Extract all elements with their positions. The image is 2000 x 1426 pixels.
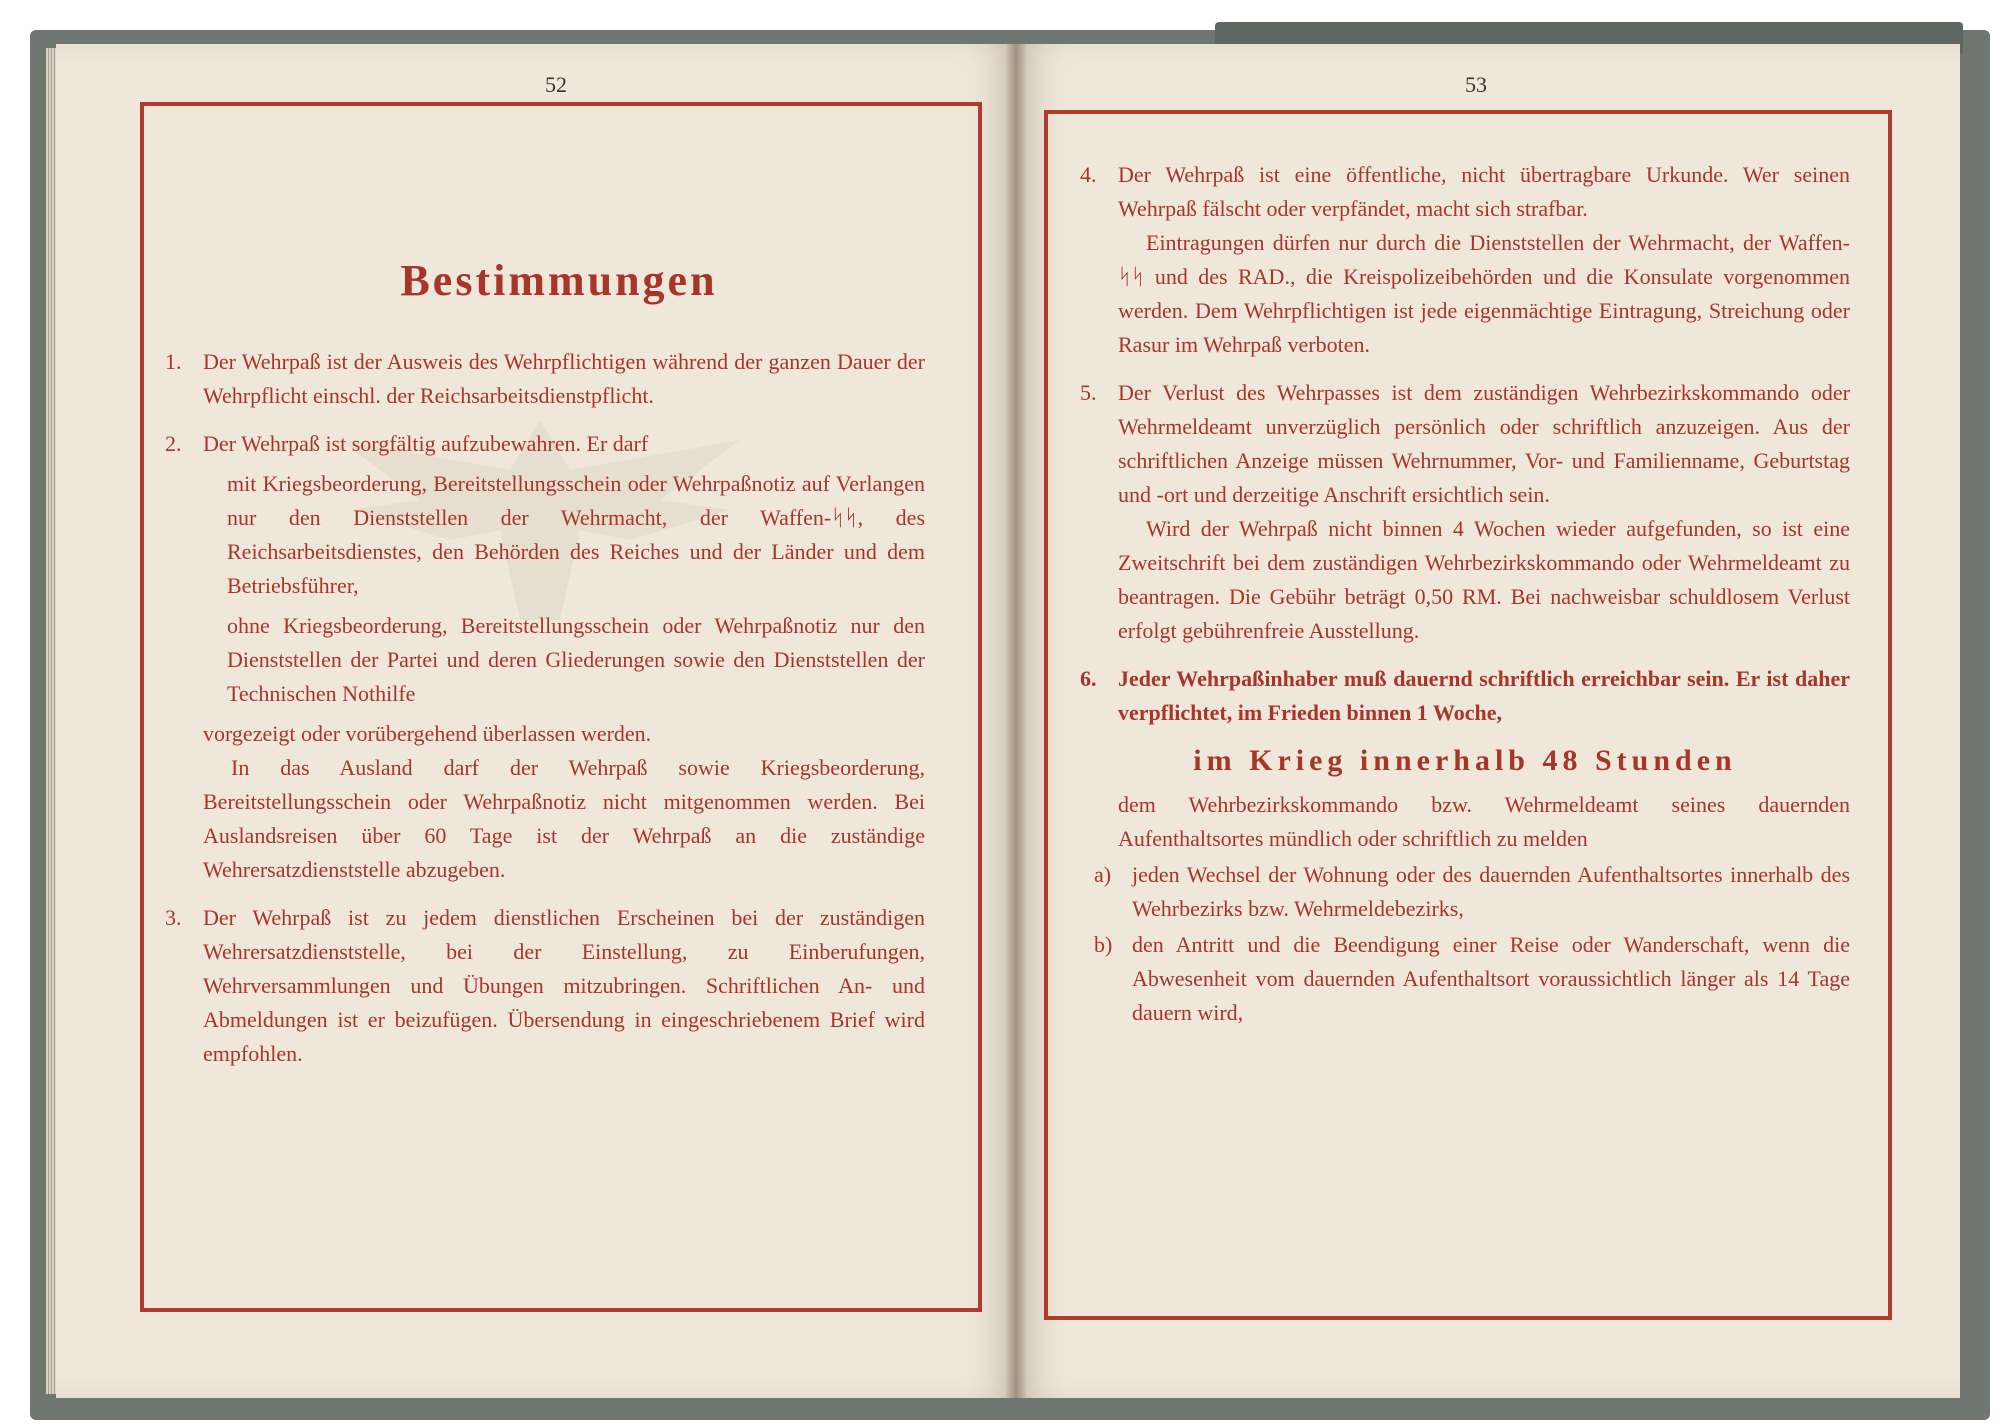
- item-paragraph: Eintragungen dürfen nur durch die Dienststellen der Wehrmacht, der Waffen-ᛋᛋ und des RAD., die Kreispolizeibehörden und die Konsulate vorgenommen werden. Dem Wehrpflichtigen ist jede eigenmächtige Eintragung, Streichung oder Rasur im Wehrpaß verboten.: [1118, 230, 1850, 357]
- item-paragraph: Wird der Wehrpaß nicht binnen 4 Wochen wieder aufgefunden, so ist eine Zweitschrift bei dem zuständigen Wehrbezirkskommando oder Wehrmeldeamt zu beantragen. Die Gebühr beträgt 0,50 RM. Bei nachweisbar schuldlosem Verlust erfolgt gebührenfreie Ausstellung.: [1118, 516, 1850, 643]
- item-number: 1.: [165, 349, 182, 374]
- book-gutter: [1006, 44, 1026, 1398]
- item-text: Der Wehrpaß ist eine öffentliche, nicht übertragbare Urkunde. Wer seinen Wehrpaß fälscht oder verpfändet, macht sich strafbar.: [1118, 162, 1850, 221]
- item-paragraph: In das Ausland darf der Wehrpaß sowie Kriegsbeorderung, Bereitstellungsschein oder Wehrpaßnotiz nicht mitgenommen werden. Bei Auslandsreisen über 60 Tage ist der Wehrpaß an die zuständige Wehrersatzdienststelle abzugeben.: [203, 755, 925, 882]
- item-text: Der Wehrpaß ist sorgfältig aufzubewahren. Er darf: [203, 431, 649, 456]
- left-page-content: [165, 345, 925, 1085]
- item-text: Jeder Wehrpaßinhaber muß dauernd schriftlich erreichbar sein. Er ist daher verpflichtet, im Frieden binnen 1 Woche,: [1118, 666, 1850, 725]
- page-number-left: 52: [545, 72, 567, 97]
- item-text: Der Wehrpaß ist der Ausweis des Wehrpflichtigen während der ganzen Dauer der Wehrpflicht einschl. der Reichsarbeitsdienstpflicht.: [203, 349, 925, 408]
- item-number: 5.: [1080, 380, 1097, 405]
- item-continuation: vorgezeigt oder vorübergehend überlassen werden.: [203, 721, 652, 746]
- item-number: 2.: [165, 431, 182, 456]
- item-number: 4.: [1080, 162, 1097, 187]
- right-page-content: [1080, 158, 1850, 1030]
- sub-item-label: b): [1094, 932, 1113, 957]
- item-text: Der Verlust des Wehrpasses ist dem zuständigen Wehrbezirkskommando oder Wehrmeldeamt unverzüglich persönlich oder schriftlich anzuzeigen. Aus der schriftlichen Anzeige müssen Wehrnummer, Vor- und Familienname, Geburtstag und -ort und derzeitige Anschrift ersichtlich sein.: [1118, 380, 1850, 507]
- provision-item-3: [165, 901, 925, 1071]
- provision-item-1: [165, 345, 925, 413]
- provision-item-5: [1080, 376, 1850, 648]
- emphasis-line: im Krieg innerhalb 48 Stunden: [1193, 744, 1737, 777]
- sub-item-text: jeden Wechsel der Wohnung oder des dauernden Aufenthaltsortes innerhalb des Wehrbezirks bzw. Wehrmeldebezirks,: [1132, 862, 1850, 921]
- sub-item-label: a): [1094, 862, 1112, 887]
- page-title: Bestimmungen: [400, 256, 718, 305]
- item-number: 3.: [165, 905, 182, 930]
- item-sub-paragraph: ohne Kriegsbeorderung, Bereitstellungsschein oder Wehrpaßnotiz nur den Dienststellen der Partei und deren Gliederungen sowie den Dienststellen der Technischen Nothilfe: [227, 613, 925, 706]
- sub-item-a: [1094, 858, 1850, 926]
- sub-item-b: [1094, 928, 1850, 1030]
- provision-item-4: [1080, 158, 1850, 362]
- item-continuation: dem Wehrbezirkskommando bzw. Wehrmeldeamt seines dauernden Aufenthaltsortes mündlich oder schriftlich zu melden: [1118, 792, 1850, 851]
- provision-item-6: [1080, 662, 1850, 730]
- page-number-right: 53: [1465, 72, 1487, 97]
- item-sub-paragraph: mit Kriegsbeorderung, Bereitstellungsschein oder Wehrpaßnotiz auf Verlangen nur den Dienststellen der Wehrmacht, der Waffen-ᛋᛋ, des Reichsarbeitsdienstes, den Behörden des Reiches und der Länder und dem Betriebsführer,: [227, 471, 925, 598]
- provision-item-2: [165, 427, 925, 887]
- sub-item-text: den Antritt und die Beendigung einer Reise oder Wanderschaft, wenn die Abwesenheit vom dauernden Aufenthaltsort voraussichtlich länger als 14 Tage dauern wird,: [1132, 932, 1850, 1025]
- item-number: 6.: [1080, 666, 1097, 691]
- item-text: Der Wehrpaß ist zu jedem dienstlichen Erscheinen bei der zuständigen Wehrersatzdienststelle, bei der Einstellung, zu Einberufungen, Wehrversammlungen und Übungen mitzubringen. Schriftlichen An- und Abmeldungen ist er beizufügen. Übersendung in eingeschriebenem Brief wird empfohlen.: [203, 905, 925, 1066]
